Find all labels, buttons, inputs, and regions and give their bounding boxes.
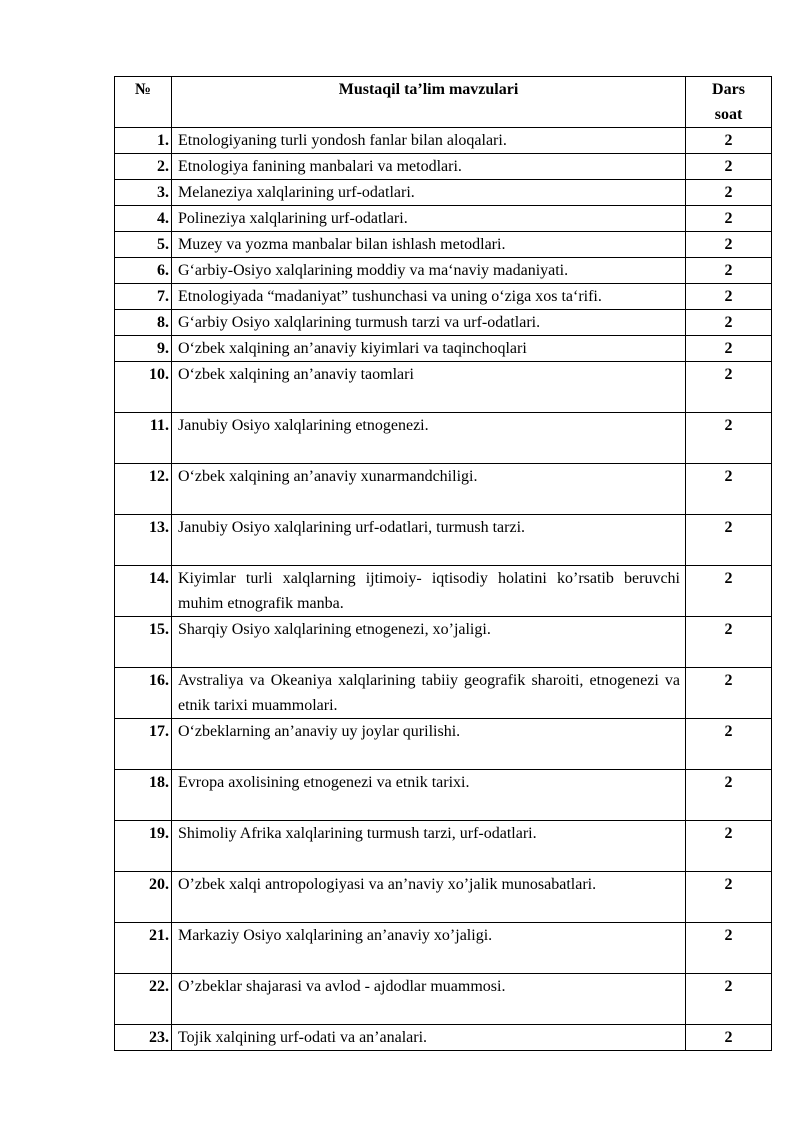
row-topic: O’zbek xalqi antropologiyasi va an’naviy xo’jalik munosabatlari. <box>172 872 686 923</box>
row-topic: Tojik xalqining urf-odati va an’analari. <box>172 1025 686 1051</box>
header-topic-label: Mustaqil ta’lim mavzulari <box>338 81 519 98</box>
table-row <box>115 821 772 872</box>
row-hours: 2 <box>686 180 772 206</box>
table-row <box>115 668 772 719</box>
row-number: 13. <box>115 515 172 566</box>
row-number: 17. <box>115 719 172 770</box>
table-header-row <box>115 77 772 128</box>
row-number: 2. <box>115 154 172 180</box>
row-number: 21. <box>115 923 172 974</box>
row-topic: O‘zbek xalqining an’anaviy taomlari <box>172 362 686 413</box>
table-row <box>115 872 772 923</box>
table-row <box>115 180 772 206</box>
row-number: 14. <box>115 566 172 617</box>
header-number-label: № <box>134 81 152 98</box>
table-row <box>115 719 772 770</box>
row-topic: O‘zbeklarning an’anaviy uy joylar qurilishi. <box>172 719 686 770</box>
row-number: 5. <box>115 232 172 258</box>
header-hours <box>686 77 772 128</box>
row-hours: 2 <box>686 284 772 310</box>
row-hours: 2 <box>686 362 772 413</box>
row-topic: O‘zbek xalqining an’anaviy xunarmandchiligi. <box>172 464 686 515</box>
row-topic: Etnologiyaning turli yondosh fanlar bilan aloqalari. <box>172 128 686 154</box>
row-number: 9. <box>115 336 172 362</box>
table-row <box>115 128 772 154</box>
row-number: 1. <box>115 128 172 154</box>
row-number: 8. <box>115 310 172 336</box>
table-row <box>115 310 772 336</box>
row-topic: Avstraliya va Okeaniya xalqlarining tabiiy geografik sharoiti, etnogenezi va etnik tarixi muammolari. <box>172 668 686 719</box>
row-topic: Shimoliy Afrika xalqlarining turmush tarzi, urf-odatlari. <box>172 821 686 872</box>
row-topic: Melaneziya xalqlarining urf-odatlari. <box>172 180 686 206</box>
row-topic: G‘arbiy-Osiyo xalqlarining moddiy va ma‘naviy madaniyati. <box>172 258 686 284</box>
table-row <box>115 362 772 413</box>
row-hours: 2 <box>686 206 772 232</box>
row-number: 23. <box>115 1025 172 1051</box>
row-hours: 2 <box>686 232 772 258</box>
header-number <box>115 77 172 128</box>
table-row <box>115 617 772 668</box>
row-topic: G‘arbiy Osiyo xalqlarining turmush tarzi va urf-odatlari. <box>172 310 686 336</box>
row-topic: Evropa axolisining etnogenezi va etnik tarixi. <box>172 770 686 821</box>
table-row <box>115 284 772 310</box>
row-number: 12. <box>115 464 172 515</box>
row-number: 3. <box>115 180 172 206</box>
row-hours: 2 <box>686 668 772 719</box>
row-topic: Muzey va yozma manbalar bilan ishlash metodlari. <box>172 232 686 258</box>
row-number: 4. <box>115 206 172 232</box>
row-topic: Sharqiy Osiyo xalqlarining etnogenezi, xo’jaligi. <box>172 617 686 668</box>
row-hours: 2 <box>686 770 772 821</box>
row-hours: 2 <box>686 719 772 770</box>
table-row <box>115 923 772 974</box>
row-hours: 2 <box>686 310 772 336</box>
row-number: 6. <box>115 258 172 284</box>
table-row <box>115 258 772 284</box>
row-hours: 2 <box>686 515 772 566</box>
row-hours: 2 <box>686 974 772 1025</box>
table-row <box>115 1025 772 1051</box>
row-topic: Etnologiyada “madaniyat” tushunchasi va uning o‘ziga xos ta‘rifi. <box>172 284 686 310</box>
row-topic: Janubiy Osiyo xalqlarining etnogenezi. <box>172 413 686 464</box>
row-number: 19. <box>115 821 172 872</box>
topics-table <box>114 76 772 1051</box>
row-number: 16. <box>115 668 172 719</box>
table-row <box>115 770 772 821</box>
row-hours: 2 <box>686 336 772 362</box>
row-topic: Etnologiya fanining manbalari va metodlari. <box>172 154 686 180</box>
header-hours-line1: Dars <box>712 81 745 98</box>
row-number: 20. <box>115 872 172 923</box>
table-row <box>115 515 772 566</box>
row-number: 10. <box>115 362 172 413</box>
header-hours-line2: soat <box>714 106 743 123</box>
row-topic: Markaziy Osiyo xalqlarining an’anaviy xo’jaligi. <box>172 923 686 974</box>
row-hours: 2 <box>686 617 772 668</box>
table-row <box>115 413 772 464</box>
table-row <box>115 232 772 258</box>
row-number: 7. <box>115 284 172 310</box>
table-row <box>115 464 772 515</box>
row-hours: 2 <box>686 821 772 872</box>
row-hours: 2 <box>686 464 772 515</box>
table-row <box>115 206 772 232</box>
row-hours: 2 <box>686 413 772 464</box>
row-hours: 2 <box>686 923 772 974</box>
row-hours: 2 <box>686 258 772 284</box>
row-number: 15. <box>115 617 172 668</box>
row-hours: 2 <box>686 128 772 154</box>
table-row <box>115 566 772 617</box>
row-hours: 2 <box>686 1025 772 1051</box>
row-topic: Kiyimlar turli xalqlarning ijtimoiy- iqtisodiy holatini ko’rsatib beruvchi muhim etnografik manba. <box>172 566 686 617</box>
row-number: 11. <box>115 413 172 464</box>
row-topic: O‘zbek xalqining an’anaviy kiyimlari va taqinchoqlari <box>172 336 686 362</box>
row-number: 22. <box>115 974 172 1025</box>
row-hours: 2 <box>686 566 772 617</box>
table-row <box>115 336 772 362</box>
row-topic: Janubiy Osiyo xalqlarining urf-odatlari, turmush tarzi. <box>172 515 686 566</box>
row-number: 18. <box>115 770 172 821</box>
table-row <box>115 154 772 180</box>
row-topic: Polineziya xalqlarining urf-odatlari. <box>172 206 686 232</box>
row-topic: O’zbeklar shajarasi va avlod - ajdodlar muammosi. <box>172 974 686 1025</box>
row-hours: 2 <box>686 154 772 180</box>
table-row <box>115 974 772 1025</box>
header-topic <box>172 77 686 128</box>
row-hours: 2 <box>686 872 772 923</box>
